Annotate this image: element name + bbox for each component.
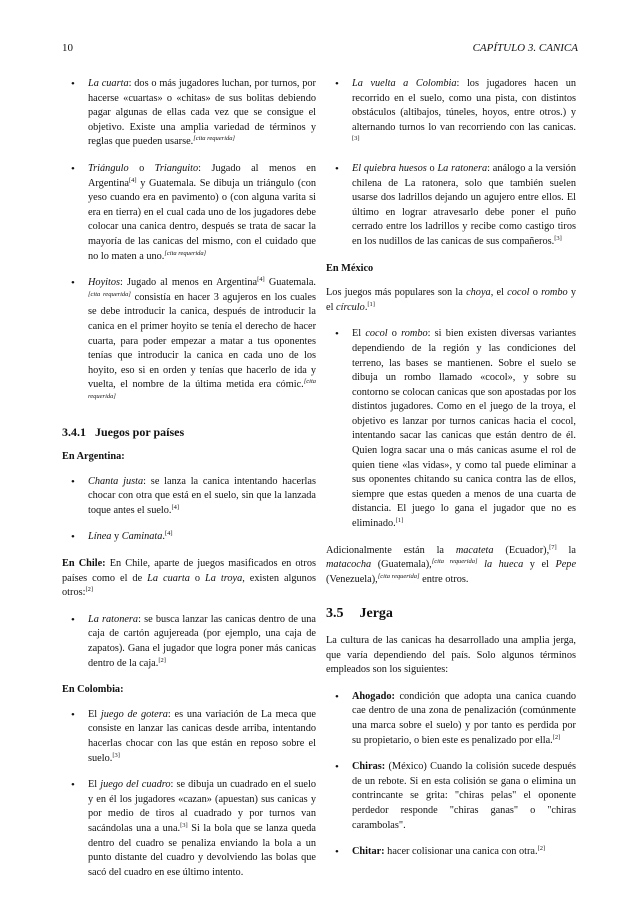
citation-link[interactable]: [4] — [129, 176, 137, 184]
mexico-paragraph — [326, 286, 576, 315]
citation-needed[interactable]: [cita requerida] — [377, 572, 420, 580]
citation-link[interactable]: [1] — [367, 300, 375, 308]
item-text: El — [88, 708, 101, 720]
citation-link[interactable]: [7] — [549, 543, 557, 551]
page-number: 10 — [62, 42, 73, 54]
paragraph-text: entre otros. — [419, 573, 469, 585]
item-text: . — [162, 531, 165, 543]
term: La ratonera — [88, 613, 139, 625]
term: rombo — [541, 287, 568, 299]
item-text: : Jugado al menos en Argentina — [88, 162, 316, 189]
citation-needed[interactable]: [cita requerida] — [193, 135, 236, 143]
term: juego del cuadro — [100, 779, 171, 791]
region-heading-argentina: En Argentina: — [62, 451, 125, 463]
item-text: : es una variación de La meca que consiste en lanzar las canicas desde arriba, intentando hacerlas chocar con las que están en reposo sobre el suelo. — [88, 708, 316, 764]
term: Ahogado: — [352, 690, 395, 702]
mexico-list — [326, 327, 576, 531]
colombia-list — [62, 708, 316, 881]
list-item-triangulo — [62, 162, 316, 264]
citation-link[interactable]: [3] — [554, 234, 562, 242]
citation-needed[interactable]: [cita requerida] — [164, 249, 207, 257]
term: Trianguito — [154, 162, 199, 174]
item-text: consistía en hacer 3 agujeros en los cuales se debe introducir la canica, después de introducir la canica en el primer hoyito se tenía el derecho de hacer cuarta, para poder empezar a matar a tus oponentes tenías que introducir la canica en cada uno de los hoyito, eso si en orden y tenías que hacerlo de ida y vuelta, el nombre de la última metida era cómic. — [88, 291, 316, 391]
games-list — [62, 77, 316, 407]
term: Caminata — [121, 531, 163, 543]
list-item-ahogado — [326, 690, 576, 748]
paragraph-text: , existen algunos otros: — [62, 572, 316, 599]
item-text: : Jugado al menos en Argentina — [120, 277, 258, 289]
citation-link[interactable]: [3] — [112, 751, 120, 759]
citation-link[interactable]: [2] — [158, 656, 166, 664]
term: choya — [466, 287, 491, 299]
term: círculo — [336, 301, 365, 313]
colombia-list-continued — [326, 77, 576, 250]
additional-games-paragraph — [326, 544, 576, 588]
paragraph-text: (Venezuela), — [326, 573, 378, 585]
citation-link[interactable]: [4] — [257, 276, 265, 284]
term: Pepe — [555, 559, 577, 571]
item-text: o — [426, 162, 438, 174]
paragraph-text: o — [529, 287, 542, 299]
item-text: condición que adopta una canica cuando cae dentro de una zona de penalización (comúnmente una marca sobre el suelo) y por tanto es perdida por su propietario, o bien este es penalizado por ella. — [352, 690, 576, 746]
item-text: : se busca lanzar las canicas dentro de una caja de cartón agujereada (por ejemplo, una caja de zapatos). Gana el jugador que logra poner más canicas dentro de la caja. — [88, 613, 316, 669]
paragraph-text: y el — [523, 559, 556, 571]
term: Chanta justa — [88, 475, 144, 487]
paragraph-text: (Guatemala), — [371, 559, 432, 571]
citation-link[interactable]: [4] — [171, 503, 180, 511]
citation-needed[interactable]: [cita requerida] — [88, 378, 316, 400]
item-text: Si la bola que se lanza queda dentro del cuadro se penaliza enviando la bola a un punto distante del cuadro y devolviendo las bolas que sacó del cuadro en ese último intento. — [88, 822, 316, 878]
item-text: y Guatemala. Se dibuja un triángulo (con yeso cuando era en pavimento) o (con alguna varita si era en tierra) en el cual cada uno de los jugadores debe colocar una canica dentro, después se trata de sacar la mayoría de las canicas del mismo, con el cuidado que no lo maten a uno. — [88, 177, 316, 262]
chapter-header: CAPÍTULO 3. CANICA — [472, 42, 578, 54]
subsection-heading — [62, 425, 316, 440]
term: Línea — [88, 531, 112, 543]
item-text: Guatemala. — [264, 277, 317, 289]
item-text: (México) Cuando la colisión sucede después de un rebote. Si en esta colisión se gana o elimina un contrincante se grita: "chiras pelas" el oponente perdedor responde "chiras ganas" o "chiras carambolas". — [352, 761, 576, 831]
list-item-hoyitos — [62, 276, 316, 407]
paragraph-text: , el — [490, 287, 508, 299]
list-item-chanta-justa — [62, 475, 316, 519]
item-text: : los jugadores hacen un recorrido en el suelo, como una pista, con distintos obstáculos (altibajos, túneles, hoyos, entre otros.) y alternando turnos lo van recorriendo con las canicas. — [352, 78, 576, 133]
region-label-chile: En Chile: — [62, 558, 106, 570]
subsection-title: Juegos por países — [95, 425, 185, 440]
term: La ratonera — [437, 162, 488, 174]
citation-link[interactable]: [2] — [537, 845, 546, 853]
paragraph-text: . — [364, 301, 368, 313]
term: Triángulo — [88, 162, 129, 174]
citation-link[interactable]: [2] — [552, 733, 561, 741]
term: Hoyitos — [88, 277, 121, 289]
citation-needed[interactable]: [cita requerida] — [88, 290, 131, 298]
citation-link[interactable]: [2] — [85, 586, 94, 594]
paragraph-text: la — [556, 544, 576, 556]
paragraph-text: o — [189, 572, 206, 584]
paragraph-text: Adicionalmente están la — [326, 544, 456, 556]
section-heading — [326, 607, 576, 622]
item-text: : se dibuja un cuadrado en el suelo y en él los jugadores «cazan» (apuestan) sus canicas y por medio de tiros al cuadrado y por turnos van sacándolas una a una. — [88, 779, 316, 834]
item-text: : si bien existen diversas variantes dependiendo de la región y las condiciones del terreno, las bases se mantienen. Sobre el suelo se dibuja un rombo llamado «cocol», y sobre su contorno se colocan canicas que son apostadas por los distintos jugadores. Como en el juego de la troya, el objetivo es lanzar por turnos canicas hacia el cocol, intentando sacar las canicas que están dentro de él. Quien logra sacar una o más canicas asume el rol de quien tiene «las vidas», y como tal puede eliminar a sus oponentes chitando su canica contra las de ellos, siempre que estas queden a menos de una cuarta de distancia. El juego lo gana el jugador que no es eliminado. — [352, 328, 577, 530]
jerga-paragraph: La cultura de las canicas ha desarrollado una amplia jerga, que varía dependiendo del país. Solo algunos términos empleados son los siguientes: — [326, 635, 576, 676]
term: matacocha — [326, 559, 372, 571]
term: Chitar: — [352, 846, 385, 858]
paragraph-text: (Ecuador), — [493, 544, 550, 556]
item-text: : dos o más jugadores luchan, por turnos, por hacerse «cuartas» o «chitas» de sus bolitas debiendo pagar algunas de ellas cada vez que se consigue el objetivo. Existe una amplia variedad de términos y reglas que pueden usarse. — [88, 78, 316, 148]
item-text: : análogo a la versión chilena de La ratonera, solo que también suelen usarse dos ladrillos dejando un agujero entre ellos. El último en lograr atravesarlo debe poner el puño cerrado entre los ladrillos y recibe como castigo tiros en los nudillos de las canicas de sus compañeros. — [352, 162, 576, 247]
term: La troya — [205, 572, 243, 584]
term: juego de gotera — [100, 708, 168, 720]
item-text: o — [387, 328, 402, 340]
list-item-la-cuarta — [62, 77, 316, 150]
term: rombo — [401, 328, 428, 340]
term: El quiebra huesos — [352, 162, 427, 174]
citation-needed[interactable]: [cita requerida] — [431, 558, 478, 566]
argentina-list — [62, 475, 316, 545]
term: la hueca — [484, 559, 524, 571]
link-la-cuarta[interactable]: La cuarta — [88, 78, 129, 89]
item-text: El — [88, 779, 101, 791]
citation-link[interactable]: [3] — [352, 135, 360, 143]
paragraph-text: En Chile, aparte de juegos masificados en otros países como el de — [62, 558, 316, 584]
list-item-chitar — [326, 845, 576, 860]
term: La cuarta — [147, 572, 190, 584]
term: La vuelta a Colombia — [352, 78, 457, 89]
chile-paragraph — [62, 557, 316, 601]
list-item-chiras — [326, 760, 576, 833]
jerga-list — [326, 690, 576, 860]
citation-link[interactable]: [1] — [395, 517, 404, 525]
term: Chiras: — [352, 761, 386, 773]
list-item-linea-caminata — [62, 530, 316, 545]
citation-link[interactable]: [4] — [164, 530, 173, 538]
section-number: 3.5 — [326, 606, 344, 622]
paragraph-text: y el — [326, 287, 577, 313]
paragraph-text: Los juegos más populares son la — [326, 287, 467, 299]
item-text: o — [128, 162, 155, 174]
region-heading-colombia: En Colombia: — [62, 684, 124, 696]
list-item-cocol — [326, 327, 576, 531]
item-text: hacer colisionar una canica con otra. — [384, 846, 538, 858]
item-text: y — [111, 531, 122, 543]
region-heading-mexico: En México — [326, 262, 374, 274]
list-item-la-ratonera — [62, 613, 316, 671]
subsection-number: 3.4.1 — [62, 425, 86, 440]
citation-link[interactable]: [3] — [180, 821, 188, 829]
right-column — [326, 77, 576, 872]
item-text: El — [352, 328, 366, 340]
left-column — [62, 77, 316, 892]
section-title: Jerga — [359, 606, 393, 622]
list-item-vuelta-a-colombia — [326, 77, 576, 150]
chile-list — [62, 613, 316, 671]
list-item-juego-del-cuadro — [62, 778, 316, 880]
term: cocol — [507, 287, 530, 299]
term: macateta — [455, 544, 494, 556]
list-item-quiebra-huesos — [326, 162, 576, 250]
list-item-juego-de-gotera — [62, 708, 316, 766]
item-text: : se lanza la canica intentando hacerlas chocar con otra que está en el suelo, sin que la lanzada toque antes el suelo. — [88, 475, 316, 516]
term: cocol — [365, 328, 388, 340]
